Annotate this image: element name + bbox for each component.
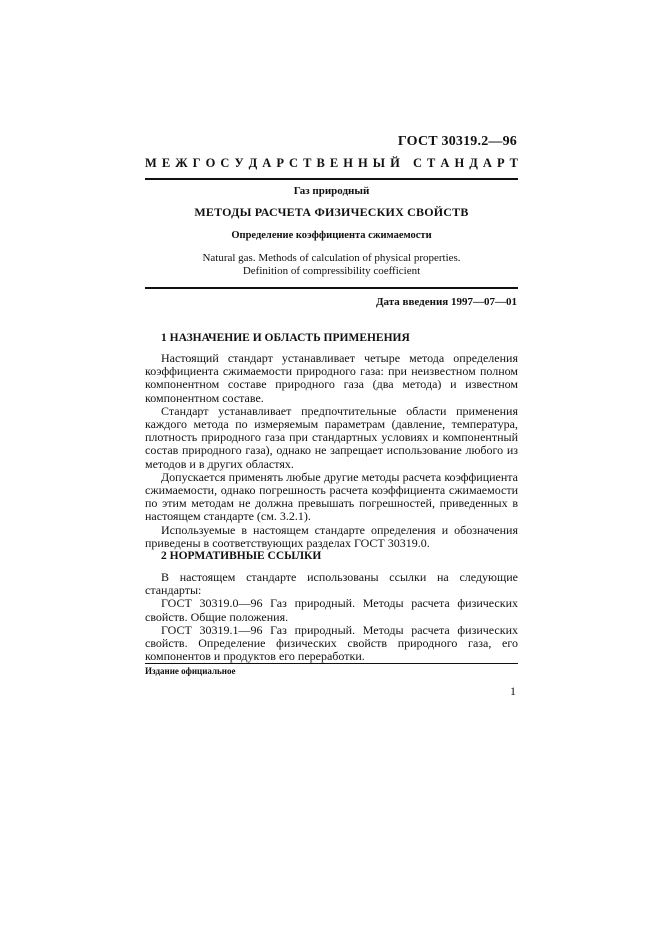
heading-letter: Ы [372,156,386,170]
section-1-title: 1 НАЗНАЧЕНИЕ И ОБЛАСТЬ ПРИМЕНЕНИЯ [161,332,410,344]
heading-letter: В [316,156,325,170]
section-2-paragraph: В настоящем стандарте использованы ссылки на следующие стандарты: [145,570,518,598]
heading-letter: С [220,156,230,170]
document-subject: Газ природный [293,185,370,197]
section-2-paragraph: ГОСТ 30319.1—96 Газ природный. Методы расчета физических свойств. Определение физических свойств природного газа, его компонентов и продуктов его переработки. [145,622,518,664]
heading-letter: Й [390,156,400,170]
section-1-paragraph: Стандарт устанавливает предпочтительные области применения каждого метода по измеряемым параметрам (давление, температура, плотность природного газа при стандартных условиях и компонентный состав природного газа), однако не запрещает использование любого из методов и в других областях. [145,403,518,471]
heading-letter: Р [276,156,284,170]
section-1-paragraph: Допускается применять любые другие методы расчета коэффициента сжимаемости, однако погрешность расчета коэффициента сжимаемости по этим методам не должна превышать погрешностей, приведенных в настоящем стандарте (см. 3.2.1). [145,469,518,524]
heading-letter: А [440,156,450,170]
heading-letter: Т [303,156,312,170]
heading-letter: Н [454,156,465,170]
heading-letter: А [482,156,492,170]
page-number: 1 [510,684,516,698]
heading-letter: М [145,156,157,170]
section-2-paragraph: ГОСТ 30319.0—96 Газ природный. Методы расчета физических свойств. Общие положения. [145,596,518,624]
english-title-line1: Natural gas. Methods of calculation of physical properties. [202,252,461,264]
edition-label: Издание официальное [145,666,236,676]
heading-letter: Е [161,156,171,170]
heading-letter: Е [329,156,339,170]
heading-letter: Д [469,156,478,170]
english-title-line2: Definition of compressibility coefficient [242,265,421,277]
document-title: МЕТОДЫ РАСЧЕТА ФИЗИЧЕСКИХ СВОЙСТВ [194,205,469,219]
heading-letter: У [234,156,244,170]
title-rule [145,287,518,289]
heading-letter: Р [496,156,505,170]
heading-letter: С [412,156,423,170]
footer-rule [145,663,518,664]
heading-letter: Т [509,156,518,170]
heading-letter: Г [192,156,201,170]
english-title [145,252,518,278]
section-2-title: 2 НОРМАТИВНЫЕ ССЫЛКИ [161,550,322,562]
heading-letter: О [205,156,216,170]
heading-letter: Н [343,156,353,170]
heading-letter: Т [427,156,436,170]
heading-letter: С [289,156,299,170]
section-1-body [145,352,518,550]
heading-letter: Ж [175,156,188,170]
document-number: ГОСТ 30319.2—96 [397,134,517,149]
section-1-paragraph: Настоящий стандарт устанавливает четыре метода определения коэффициента сжимаемости природного газа: при неизвестном полном компонентном составе природного газа (два метода) и известном компонентном составе. [145,351,518,405]
heading-letter: Н [357,156,368,170]
section-1-paragraph: Используемые в настоящем стандарте определения и обозначения приведены в соответствующих разделах ГОСТ 30319.0. [145,522,518,550]
header-rule [145,178,518,180]
section-2-body [145,571,518,663]
document-subtitle: Определение коэффициента сжимаемости [231,230,432,241]
interstate-standard-heading [145,156,518,171]
letter-space [405,156,408,171]
heading-letter: А [262,156,272,170]
heading-letter: Д [248,156,258,170]
introduction-date: Дата введения 1997—07—01 [375,296,517,308]
